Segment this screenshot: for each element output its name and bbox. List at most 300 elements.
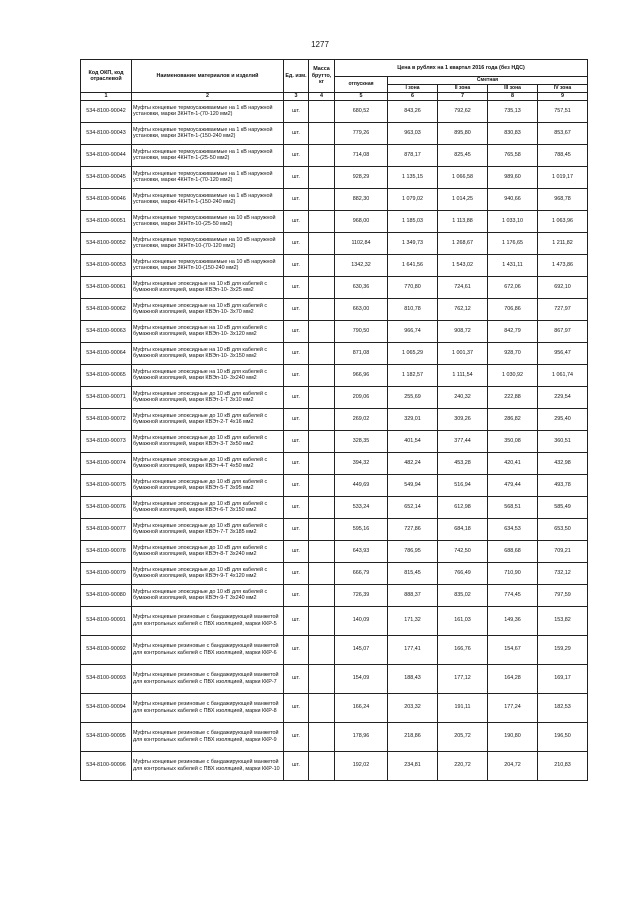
cell-zone4-price: 1 019,17	[538, 166, 588, 188]
cell-release-price: 663,00	[335, 298, 388, 320]
cell-code: 534-8100-90072	[81, 408, 132, 430]
cell-name: Муфты концевые эпоксидные на 10 кВ для кабелей с бумажной изоляцией, марки КВЭп-10- 3х70 мм2	[132, 298, 284, 320]
cell-code: 534-8100-90044	[81, 144, 132, 166]
cell-unit: шт.	[284, 584, 309, 606]
cell-name: Муфты концевые резиновые с бандажирующей манжетой для контрольных кабелей с ПВХ изоляцией, марки ККР-10	[132, 751, 284, 780]
cell-zone3-price: 735,13	[488, 100, 538, 122]
cell-code: 534-8100-90051	[81, 210, 132, 232]
cell-zone2-price: 309,26	[438, 408, 488, 430]
cell-name: Муфты концевые эпоксидные до 10 кВ для кабелей с бумажной изоляцией, марки КВЭт-4-Т 4х50 мм2	[132, 452, 284, 474]
cell-zone3-price: 164,28	[488, 664, 538, 693]
cell-zone3-price: 634,53	[488, 518, 538, 540]
cell-mass	[309, 276, 335, 298]
cell-zone3-price: 350,08	[488, 430, 538, 452]
table-row	[81, 276, 588, 298]
column-number-row	[81, 93, 588, 101]
cell-zone1-price: 810,78	[388, 298, 438, 320]
cell-zone4-price: 295,40	[538, 408, 588, 430]
cell-release-price: 882,30	[335, 188, 388, 210]
cell-unit: шт.	[284, 496, 309, 518]
cell-mass	[309, 606, 335, 635]
cell-code: 534-8100-90076	[81, 496, 132, 518]
cell-zone1-price: 727,86	[388, 518, 438, 540]
header-mass: Масса брутто, кг	[309, 60, 335, 93]
cell-name: Муфты концевые эпоксидные на 10 кВ для кабелей с бумажной изоляцией, марки КВЭп-10- 3х240 мм2	[132, 364, 284, 386]
cell-mass	[309, 751, 335, 780]
cell-name: Муфты концевые эпоксидные до 10 кВ для кабелей с бумажной изоляцией, марки КВЭт-5-Т 3х95 мм2	[132, 474, 284, 496]
cell-mass	[309, 722, 335, 751]
cell-name: Муфты концевые термоусаживаемые на 1 кВ наружной установки, марки 3КНТп-1-(70-120 мм2)	[132, 100, 284, 122]
cell-mass	[309, 342, 335, 364]
cell-mass	[309, 210, 335, 232]
cell-unit: шт.	[284, 188, 309, 210]
cell-zone3-price: 928,70	[488, 342, 538, 364]
cell-release-price: 154,09	[335, 664, 388, 693]
table-row	[81, 751, 588, 780]
cell-unit: шт.	[284, 100, 309, 122]
cell-zone1-price: 878,17	[388, 144, 438, 166]
cell-zone1-price: 1 349,73	[388, 232, 438, 254]
cell-mass	[309, 430, 335, 452]
cell-name: Муфты концевые термоусаживаемые на 10 кВ наружной установки, марки 3КНТп-10-(70-120 мм2)	[132, 232, 284, 254]
cell-mass	[309, 254, 335, 276]
table-row	[81, 166, 588, 188]
cell-name: Муфты концевые эпоксидные до 10 кВ для кабелей с бумажной изоляцией, марки КВЭт-7-Т 3х185 мм2	[132, 518, 284, 540]
cell-zone1-price: 963,03	[388, 122, 438, 144]
column-number: 3	[284, 93, 309, 101]
cell-zone2-price: 724,61	[438, 276, 488, 298]
table-row	[81, 122, 588, 144]
cell-name: Муфты концевые термоусаживаемые на 1 кВ наружной установки, марки 4КНТп-1-(70-120 мм2)	[132, 166, 284, 188]
cell-zone3-price: 149,36	[488, 606, 538, 635]
cell-mass	[309, 518, 335, 540]
cell-mass	[309, 100, 335, 122]
cell-unit: шт.	[284, 562, 309, 584]
column-number: 5	[335, 93, 388, 101]
cell-zone3-price: 420,41	[488, 452, 538, 474]
cell-zone4-price: 797,59	[538, 584, 588, 606]
cell-zone3-price: 1 431,11	[488, 254, 538, 276]
cell-zone3-price: 177,24	[488, 693, 538, 722]
cell-zone3-price: 940,66	[488, 188, 538, 210]
cell-unit: шт.	[284, 722, 309, 751]
cell-name: Муфты концевые резиновые с бандажирующей манжетой для контрольных кабелей с ПВХ изоляцией, марки ККР-9	[132, 722, 284, 751]
cell-mass	[309, 232, 335, 254]
header-estimate: Сметная	[388, 77, 588, 85]
cell-zone2-price: 191,11	[438, 693, 488, 722]
cell-name: Муфты концевые резиновые с бандажирующей манжетой для контрольных кабелей с ПВХ изоляцией, марки ККР-5	[132, 606, 284, 635]
cell-name: Муфты концевые резиновые с бандажирующей манжетой для контрольных кабелей с ПВХ изоляцией, марки ККР-6	[132, 635, 284, 664]
cell-name: Муфты концевые резиновые с бандажирующей манжетой для контрольных кабелей с ПВХ изоляцией, марки ККР-8	[132, 693, 284, 722]
cell-code: 534-8100-90093	[81, 664, 132, 693]
cell-unit: шт.	[284, 364, 309, 386]
cell-code: 534-8100-90042	[81, 100, 132, 122]
cell-release-price: 178,96	[335, 722, 388, 751]
page-number: 1277	[311, 40, 329, 49]
cell-zone4-price: 788,45	[538, 144, 588, 166]
cell-zone2-price: 177,12	[438, 664, 488, 693]
cell-name: Муфты концевые резиновые с бандажирующей манжетой для контрольных кабелей с ПВХ изоляцией, марки ККР-7	[132, 664, 284, 693]
cell-zone2-price: 1 111,54	[438, 364, 488, 386]
cell-zone3-price: 1 176,65	[488, 232, 538, 254]
cell-zone3-price: 672,06	[488, 276, 538, 298]
cell-unit: шт.	[284, 210, 309, 232]
cell-zone1-price: 786,95	[388, 540, 438, 562]
cell-release-price: 680,52	[335, 100, 388, 122]
cell-zone4-price: 432,98	[538, 452, 588, 474]
table-row	[81, 408, 588, 430]
cell-zone3-price: 830,83	[488, 122, 538, 144]
table-row	[81, 298, 588, 320]
cell-zone3-price: 204,72	[488, 751, 538, 780]
cell-name: Муфты концевые термоусаживаемые на 10 кВ наружной установки, марки 3КНТп-10-(25-50 мм2)	[132, 210, 284, 232]
column-number: 1	[81, 93, 132, 101]
cell-zone2-price: 377,44	[438, 430, 488, 452]
cell-zone3-price: 765,58	[488, 144, 538, 166]
cell-release-price: 595,16	[335, 518, 388, 540]
cell-unit: шт.	[284, 693, 309, 722]
cell-name: Муфты концевые эпоксидные до 10 кВ для кабелей с бумажной изоляцией, марки КВЭт-6-Т 3х150 мм2	[132, 496, 284, 518]
cell-name: Муфты концевые эпоксидные на 10 кВ для кабелей с бумажной изоляцией, марки КВЭп-10- 3х150 мм2	[132, 342, 284, 364]
header-unit: Ед. изм.	[284, 60, 309, 93]
cell-code: 534-8100-90091	[81, 606, 132, 635]
cell-zone2-price: 1 066,58	[438, 166, 488, 188]
cell-code: 534-8100-90073	[81, 430, 132, 452]
cell-mass	[309, 188, 335, 210]
cell-zone3-price: 989,60	[488, 166, 538, 188]
cell-zone2-price: 205,72	[438, 722, 488, 751]
column-number: 8	[488, 93, 538, 101]
cell-zone4-price: 210,83	[538, 751, 588, 780]
cell-zone4-price: 1 473,86	[538, 254, 588, 276]
cell-mass	[309, 320, 335, 342]
cell-zone4-price: 169,17	[538, 664, 588, 693]
cell-zone3-price: 479,44	[488, 474, 538, 496]
cell-release-price: 643,93	[335, 540, 388, 562]
header-price-group: Цена в рублях на 1 квартал 2016 года (без НДС)	[335, 60, 588, 77]
cell-zone2-price: 825,45	[438, 144, 488, 166]
cell-zone4-price: 956,47	[538, 342, 588, 364]
cell-zone3-price: 1 030,92	[488, 364, 538, 386]
header-zone-2: II зона	[438, 85, 488, 93]
cell-zone1-price: 255,69	[388, 386, 438, 408]
cell-mass	[309, 144, 335, 166]
cell-zone3-price: 568,51	[488, 496, 538, 518]
cell-code: 534-8100-90061	[81, 276, 132, 298]
cell-zone4-price: 1 211,82	[538, 232, 588, 254]
column-number: 9	[538, 93, 588, 101]
cell-code: 534-8100-90045	[81, 166, 132, 188]
cell-release-price: 145,07	[335, 635, 388, 664]
cell-zone3-price: 706,86	[488, 298, 538, 320]
cell-unit: шт.	[284, 606, 309, 635]
cell-name: Муфты концевые эпоксидные на 10 кВ для кабелей с бумажной изоляцией, марки КВЭп-10- 3х25 мм2	[132, 276, 284, 298]
cell-mass	[309, 452, 335, 474]
cell-mass	[309, 562, 335, 584]
cell-zone1-price: 815,45	[388, 562, 438, 584]
cell-zone1-price: 177,41	[388, 635, 438, 664]
table-row	[81, 562, 588, 584]
cell-code: 534-8100-90065	[81, 364, 132, 386]
cell-mass	[309, 635, 335, 664]
cell-zone4-price: 1 063,96	[538, 210, 588, 232]
column-number: 4	[309, 93, 335, 101]
cell-zone2-price: 908,72	[438, 320, 488, 342]
cell-zone3-price: 286,82	[488, 408, 538, 430]
cell-release-price: 726,39	[335, 584, 388, 606]
cell-zone1-price: 1 185,03	[388, 210, 438, 232]
cell-name: Муфты концевые эпоксидные до 10 кВ для кабелей с бумажной изоляцией, марки КВЭт-3-Т 3х50 мм2	[132, 430, 284, 452]
cell-zone2-price: 161,03	[438, 606, 488, 635]
cell-zone2-price: 792,62	[438, 100, 488, 122]
cell-zone4-price: 968,78	[538, 188, 588, 210]
cell-unit: шт.	[284, 254, 309, 276]
cell-zone3-price: 774,45	[488, 584, 538, 606]
column-number: 7	[438, 93, 488, 101]
cell-unit: шт.	[284, 430, 309, 452]
cell-name: Муфты концевые эпоксидные до 10 кВ для кабелей с бумажной изоляцией, марки КВЭт-1-Т 3х10 мм2	[132, 386, 284, 408]
cell-zone4-price: 692,10	[538, 276, 588, 298]
cell-release-price: 1102,84	[335, 232, 388, 254]
table-row	[81, 540, 588, 562]
table-row	[81, 664, 588, 693]
cell-code: 534-8100-90079	[81, 562, 132, 584]
cell-code: 534-8100-90062	[81, 298, 132, 320]
cell-zone3-price: 688,68	[488, 540, 538, 562]
cell-code: 534-8100-90092	[81, 635, 132, 664]
cell-release-price: 449,69	[335, 474, 388, 496]
cell-code: 534-8100-90075	[81, 474, 132, 496]
cell-zone3-price: 842,79	[488, 320, 538, 342]
cell-unit: шт.	[284, 232, 309, 254]
cell-zone4-price: 757,51	[538, 100, 588, 122]
cell-zone1-price: 171,32	[388, 606, 438, 635]
cell-zone1-price: 188,43	[388, 664, 438, 693]
cell-zone4-price: 653,50	[538, 518, 588, 540]
cell-unit: шт.	[284, 298, 309, 320]
cell-zone1-price: 1 182,57	[388, 364, 438, 386]
cell-code: 534-8100-90077	[81, 518, 132, 540]
cell-zone2-price: 453,28	[438, 452, 488, 474]
cell-code: 534-8100-90078	[81, 540, 132, 562]
cell-name: Муфты концевые эпоксидные на 10 кВ для кабелей с бумажной изоляцией, марки КВЭп-10- 3х120 мм2	[132, 320, 284, 342]
column-number: 2	[132, 93, 284, 101]
header-zone-1: I зона	[388, 85, 438, 93]
cell-zone3-price: 222,88	[488, 386, 538, 408]
cell-zone1-price: 1 065,29	[388, 342, 438, 364]
header-zone-4: IV зона	[538, 85, 588, 93]
cell-zone4-price: 493,78	[538, 474, 588, 496]
cell-zone1-price: 966,74	[388, 320, 438, 342]
cell-release-price: 140,09	[335, 606, 388, 635]
cell-zone4-price: 732,12	[538, 562, 588, 584]
cell-zone1-price: 888,37	[388, 584, 438, 606]
cell-unit: шт.	[284, 664, 309, 693]
cell-code: 534-8100-90043	[81, 122, 132, 144]
cell-release-price: 790,50	[335, 320, 388, 342]
table-row	[81, 584, 588, 606]
cell-zone4-price: 727,97	[538, 298, 588, 320]
cell-unit: шт.	[284, 342, 309, 364]
cell-zone1-price: 203,32	[388, 693, 438, 722]
cell-zone1-price: 549,94	[388, 474, 438, 496]
cell-zone2-price: 516,94	[438, 474, 488, 496]
cell-zone4-price: 153,82	[538, 606, 588, 635]
cell-zone2-price: 835,02	[438, 584, 488, 606]
cell-zone2-price: 612,98	[438, 496, 488, 518]
cell-mass	[309, 122, 335, 144]
cell-unit: шт.	[284, 166, 309, 188]
cell-code: 534-8100-90094	[81, 693, 132, 722]
cell-code: 534-8100-90064	[81, 342, 132, 364]
header-row	[81, 60, 588, 77]
cell-zone2-price: 766,49	[438, 562, 488, 584]
cell-mass	[309, 298, 335, 320]
cell-mass	[309, 664, 335, 693]
header-name: Наименование материалов и изделий	[132, 60, 284, 93]
cell-zone2-price: 742,50	[438, 540, 488, 562]
cell-mass	[309, 386, 335, 408]
cell-mass	[309, 540, 335, 562]
cell-zone3-price: 710,90	[488, 562, 538, 584]
table-row	[81, 364, 588, 386]
table-row	[81, 254, 588, 276]
cell-zone4-price: 229,54	[538, 386, 588, 408]
cell-release-price: 394,32	[335, 452, 388, 474]
cell-code: 534-8100-90046	[81, 188, 132, 210]
cell-release-price: 968,00	[335, 210, 388, 232]
header-code: Код ОКП, код отраслевой	[81, 60, 132, 93]
cell-release-price: 209,06	[335, 386, 388, 408]
cell-zone4-price: 360,51	[538, 430, 588, 452]
table-row	[81, 232, 588, 254]
cell-mass	[309, 364, 335, 386]
cell-zone2-price: 1 014,25	[438, 188, 488, 210]
cell-zone2-price: 220,72	[438, 751, 488, 780]
cell-zone4-price: 182,53	[538, 693, 588, 722]
cell-name: Муфты концевые эпоксидные до 10 кВ для кабелей с бумажной изоляцией, марки КВЭт-2-Т 4х16 мм2	[132, 408, 284, 430]
cell-zone2-price: 1 001,37	[438, 342, 488, 364]
cell-name: Муфты концевые термоусаживаемые на 1 кВ наружной установки, марки 3КНТп-1-(150-240 мм2)	[132, 122, 284, 144]
cell-zone2-price: 684,18	[438, 518, 488, 540]
cell-zone4-price: 1 061,74	[538, 364, 588, 386]
table-row	[81, 693, 588, 722]
cell-name: Муфты концевые термоусаживаемые на 1 кВ наружной установки, марки 4КНТп-1-(150-240 мм2)	[132, 188, 284, 210]
cell-name: Муфты концевые эпоксидные до 10 кВ для кабелей с бумажной изоляцией, марки КВЭт-9-Т 4х120 мм2	[132, 562, 284, 584]
cell-name: Муфты концевые эпоксидные до 10 кВ для кабелей с бумажной изоляцией, марки КВЭт-8-Т 3х240 мм2	[132, 540, 284, 562]
cell-zone2-price: 762,12	[438, 298, 488, 320]
cell-zone2-price: 1 543,02	[438, 254, 488, 276]
cell-name: Муфты концевые термоусаживаемые на 1 кВ наружной установки, марки 4КНТп-1-(25-50 мм2)	[132, 144, 284, 166]
table-row	[81, 496, 588, 518]
table-row	[81, 144, 588, 166]
cell-release-price: 166,24	[335, 693, 388, 722]
cell-mass	[309, 166, 335, 188]
cell-release-price: 533,24	[335, 496, 388, 518]
cell-code: 534-8100-90095	[81, 722, 132, 751]
cell-zone1-price: 843,26	[388, 100, 438, 122]
table-row	[81, 518, 588, 540]
cell-release-price: 779,26	[335, 122, 388, 144]
cell-zone1-price: 1 135,15	[388, 166, 438, 188]
cell-zone2-price: 1 113,88	[438, 210, 488, 232]
cell-zone1-price: 329,01	[388, 408, 438, 430]
cell-zone1-price: 770,80	[388, 276, 438, 298]
cell-unit: шт.	[284, 408, 309, 430]
table-row	[81, 452, 588, 474]
cell-code: 534-8100-90063	[81, 320, 132, 342]
cell-release-price: 192,02	[335, 751, 388, 780]
cell-zone3-price: 1 033,10	[488, 210, 538, 232]
cell-zone2-price: 166,76	[438, 635, 488, 664]
cell-zone1-price: 482,24	[388, 452, 438, 474]
cell-name: Муфты концевые эпоксидные до 10 кВ для кабелей с бумажной изоляцией, марки КВЭт-9-Т 3х240 мм2	[132, 584, 284, 606]
cell-release-price: 928,29	[335, 166, 388, 188]
table-row	[81, 342, 588, 364]
cell-zone1-price: 1 641,56	[388, 254, 438, 276]
table-row	[81, 430, 588, 452]
cell-unit: шт.	[284, 320, 309, 342]
cell-zone4-price: 867,97	[538, 320, 588, 342]
cell-mass	[309, 474, 335, 496]
cell-zone4-price: 853,67	[538, 122, 588, 144]
cell-mass	[309, 584, 335, 606]
cell-zone2-price: 240,32	[438, 386, 488, 408]
cell-code: 534-8100-90052	[81, 232, 132, 254]
cell-code: 534-8100-90071	[81, 386, 132, 408]
cell-zone1-price: 1 079,02	[388, 188, 438, 210]
table-row	[81, 100, 588, 122]
cell-code: 534-8100-90053	[81, 254, 132, 276]
table-row	[81, 320, 588, 342]
cell-unit: шт.	[284, 386, 309, 408]
cell-zone4-price: 585,49	[538, 496, 588, 518]
cell-release-price: 630,36	[335, 276, 388, 298]
cell-unit: шт.	[284, 276, 309, 298]
cell-zone1-price: 652,14	[388, 496, 438, 518]
cell-zone2-price: 1 268,67	[438, 232, 488, 254]
cell-release-price: 666,79	[335, 562, 388, 584]
table-row	[81, 606, 588, 635]
cell-zone3-price: 154,67	[488, 635, 538, 664]
cell-zone1-price: 234,81	[388, 751, 438, 780]
cell-unit: шт.	[284, 474, 309, 496]
cell-code: 534-8100-90096	[81, 751, 132, 780]
header-release: отпускная	[335, 77, 388, 93]
cell-zone4-price: 196,50	[538, 722, 588, 751]
cell-mass	[309, 693, 335, 722]
column-number: 6	[388, 93, 438, 101]
table-row	[81, 386, 588, 408]
table-row	[81, 635, 588, 664]
cell-code: 534-8100-90080	[81, 584, 132, 606]
cell-mass	[309, 408, 335, 430]
header-zone-3: III зона	[488, 85, 538, 93]
cell-unit: шт.	[284, 540, 309, 562]
cell-zone1-price: 218,86	[388, 722, 438, 751]
price-table	[80, 59, 588, 781]
cell-unit: шт.	[284, 635, 309, 664]
table-row	[81, 474, 588, 496]
cell-zone1-price: 401,54	[388, 430, 438, 452]
cell-zone2-price: 895,80	[438, 122, 488, 144]
cell-release-price: 1342,32	[335, 254, 388, 276]
table-row	[81, 722, 588, 751]
cell-zone3-price: 190,80	[488, 722, 538, 751]
cell-unit: шт.	[284, 751, 309, 780]
cell-unit: шт.	[284, 518, 309, 540]
cell-zone4-price: 709,21	[538, 540, 588, 562]
